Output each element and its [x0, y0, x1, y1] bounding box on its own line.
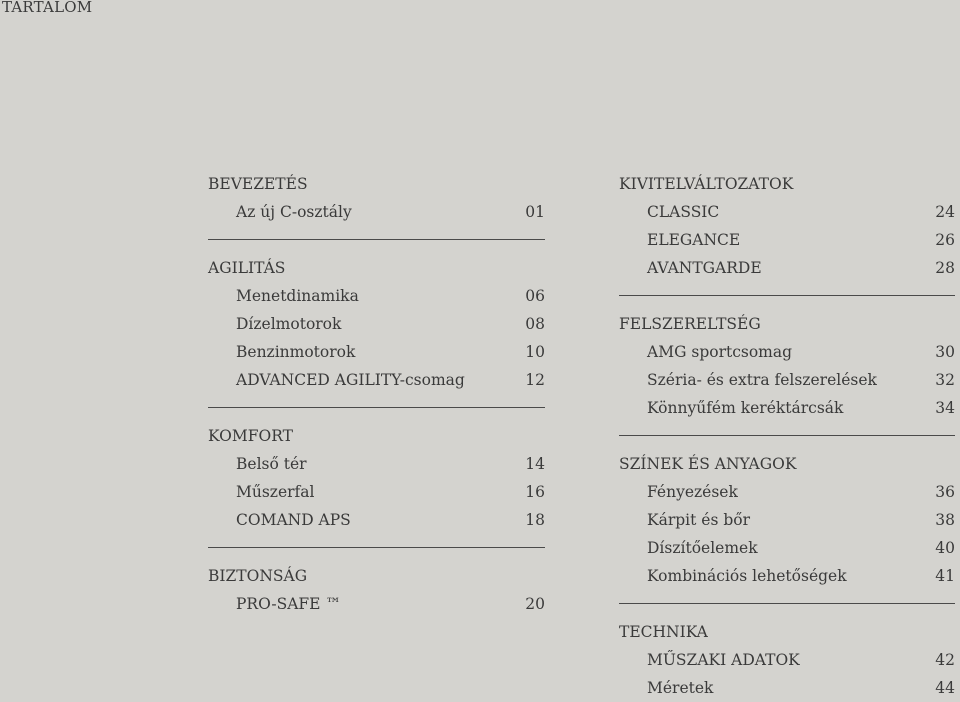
toc-entry-page: 28	[935, 259, 955, 277]
toc-column-right	[619, 170, 955, 702]
toc-entry-label: Kárpit és bőr	[647, 511, 750, 529]
section-divider	[619, 590, 955, 618]
section-heading: KIVITELVÁLTOZATOK	[619, 175, 794, 193]
toc-entry-label: AMG sportcsomag	[647, 343, 793, 361]
toc-entry-label: Díszítőelemek	[647, 539, 758, 557]
toc-entry-label: Könnyűfém keréktárcsák	[647, 399, 844, 417]
toc-entry-page: 20	[525, 595, 545, 613]
section-heading: BEVEZETÉS	[208, 175, 308, 193]
toc-entry-page: 08	[525, 315, 545, 333]
toc-entry-page: 34	[935, 399, 955, 417]
toc-entry[interactable]	[619, 226, 955, 254]
toc-entry[interactable]	[208, 478, 545, 506]
toc-entry-label: AVANTGARDE	[647, 259, 762, 277]
section-heading: TECHNIKA	[619, 623, 708, 641]
toc-entry[interactable]	[619, 562, 955, 590]
section-heading: AGILITÁS	[208, 259, 286, 277]
toc-entry-page: 18	[525, 511, 545, 529]
toc-entry-page: 12	[525, 371, 545, 389]
toc-entry-page: 16	[525, 483, 545, 501]
section-divider	[619, 422, 955, 450]
toc-entry-page: 10	[525, 343, 545, 361]
toc-entry[interactable]	[619, 366, 955, 394]
toc-entry[interactable]	[619, 198, 955, 226]
toc-entry-label: Belső tér	[236, 455, 307, 473]
toc-entry-label: Dízelmotorok	[236, 315, 342, 333]
toc-entry[interactable]	[208, 366, 545, 394]
toc-entry-label: Benzinmotorok	[236, 343, 356, 361]
toc-entry-page: 41	[935, 567, 955, 585]
toc-entry-label: MŰSZAKI ADATOK	[647, 651, 800, 669]
toc-entry[interactable]	[208, 198, 545, 226]
toc-entry[interactable]	[619, 674, 955, 702]
section-divider	[619, 282, 955, 310]
toc-entry-page: 32	[935, 371, 955, 389]
toc-entry-page: 06	[525, 287, 545, 305]
toc-entry[interactable]	[619, 254, 955, 282]
section-heading: SZÍNEK ÉS ANYAGOK	[619, 455, 797, 473]
toc-column-left	[208, 170, 545, 618]
toc-entry-page: 24	[935, 203, 955, 221]
toc-entry-label: ADVANCED AGILITY-csomag	[236, 371, 465, 389]
section-divider	[208, 534, 545, 562]
toc-entry[interactable]	[208, 282, 545, 310]
toc-entry-page: 38	[935, 511, 955, 529]
toc-entry-page: 30	[935, 343, 955, 361]
toc-entry-label: Fényezések	[647, 483, 738, 501]
section-divider	[208, 394, 545, 422]
page-title: TARTALOM	[2, 0, 93, 16]
toc-entry-label: ELEGANCE	[647, 231, 741, 249]
toc-entry-label: Kombinációs lehetőségek	[647, 567, 847, 585]
toc-entry-label: Méretek	[647, 679, 714, 697]
toc-entry[interactable]	[208, 450, 545, 478]
toc-entry[interactable]	[619, 506, 955, 534]
toc-entry[interactable]	[208, 338, 545, 366]
toc-entry-label: CLASSIC	[647, 203, 720, 221]
toc-entry[interactable]	[208, 506, 545, 534]
toc-entry[interactable]	[208, 310, 545, 338]
toc-entry-label: PRO-SAFE ™	[236, 595, 341, 613]
toc-entry-label: COMAND APS	[236, 511, 351, 529]
toc-entry-label: Az új C-osztály	[236, 203, 352, 221]
section-heading: FELSZERELTSÉG	[619, 315, 761, 333]
toc-entry-page: 40	[935, 539, 955, 557]
toc-entry-label: Műszerfal	[236, 483, 315, 501]
toc-entry[interactable]	[208, 590, 545, 618]
toc-entry-label: Menetdinamika	[236, 287, 359, 305]
toc-entry[interactable]	[619, 646, 955, 674]
toc-entry[interactable]	[619, 478, 955, 506]
section-heading: BIZTONSÁG	[208, 567, 308, 585]
toc-entry[interactable]	[619, 534, 955, 562]
toc-entry-page: 26	[935, 231, 955, 249]
toc-entry-page: 42	[935, 651, 955, 669]
toc-entry[interactable]	[619, 394, 955, 422]
toc-entry-page: 36	[935, 483, 955, 501]
toc-entry-page: 44	[935, 679, 955, 697]
section-divider	[208, 226, 545, 254]
toc-entry-label: Széria- és extra felszerelések	[647, 371, 877, 389]
section-heading: KOMFORT	[208, 427, 293, 445]
toc-entry-page: 01	[525, 203, 545, 221]
toc-entry[interactable]	[619, 338, 955, 366]
toc-entry-page: 14	[525, 455, 545, 473]
